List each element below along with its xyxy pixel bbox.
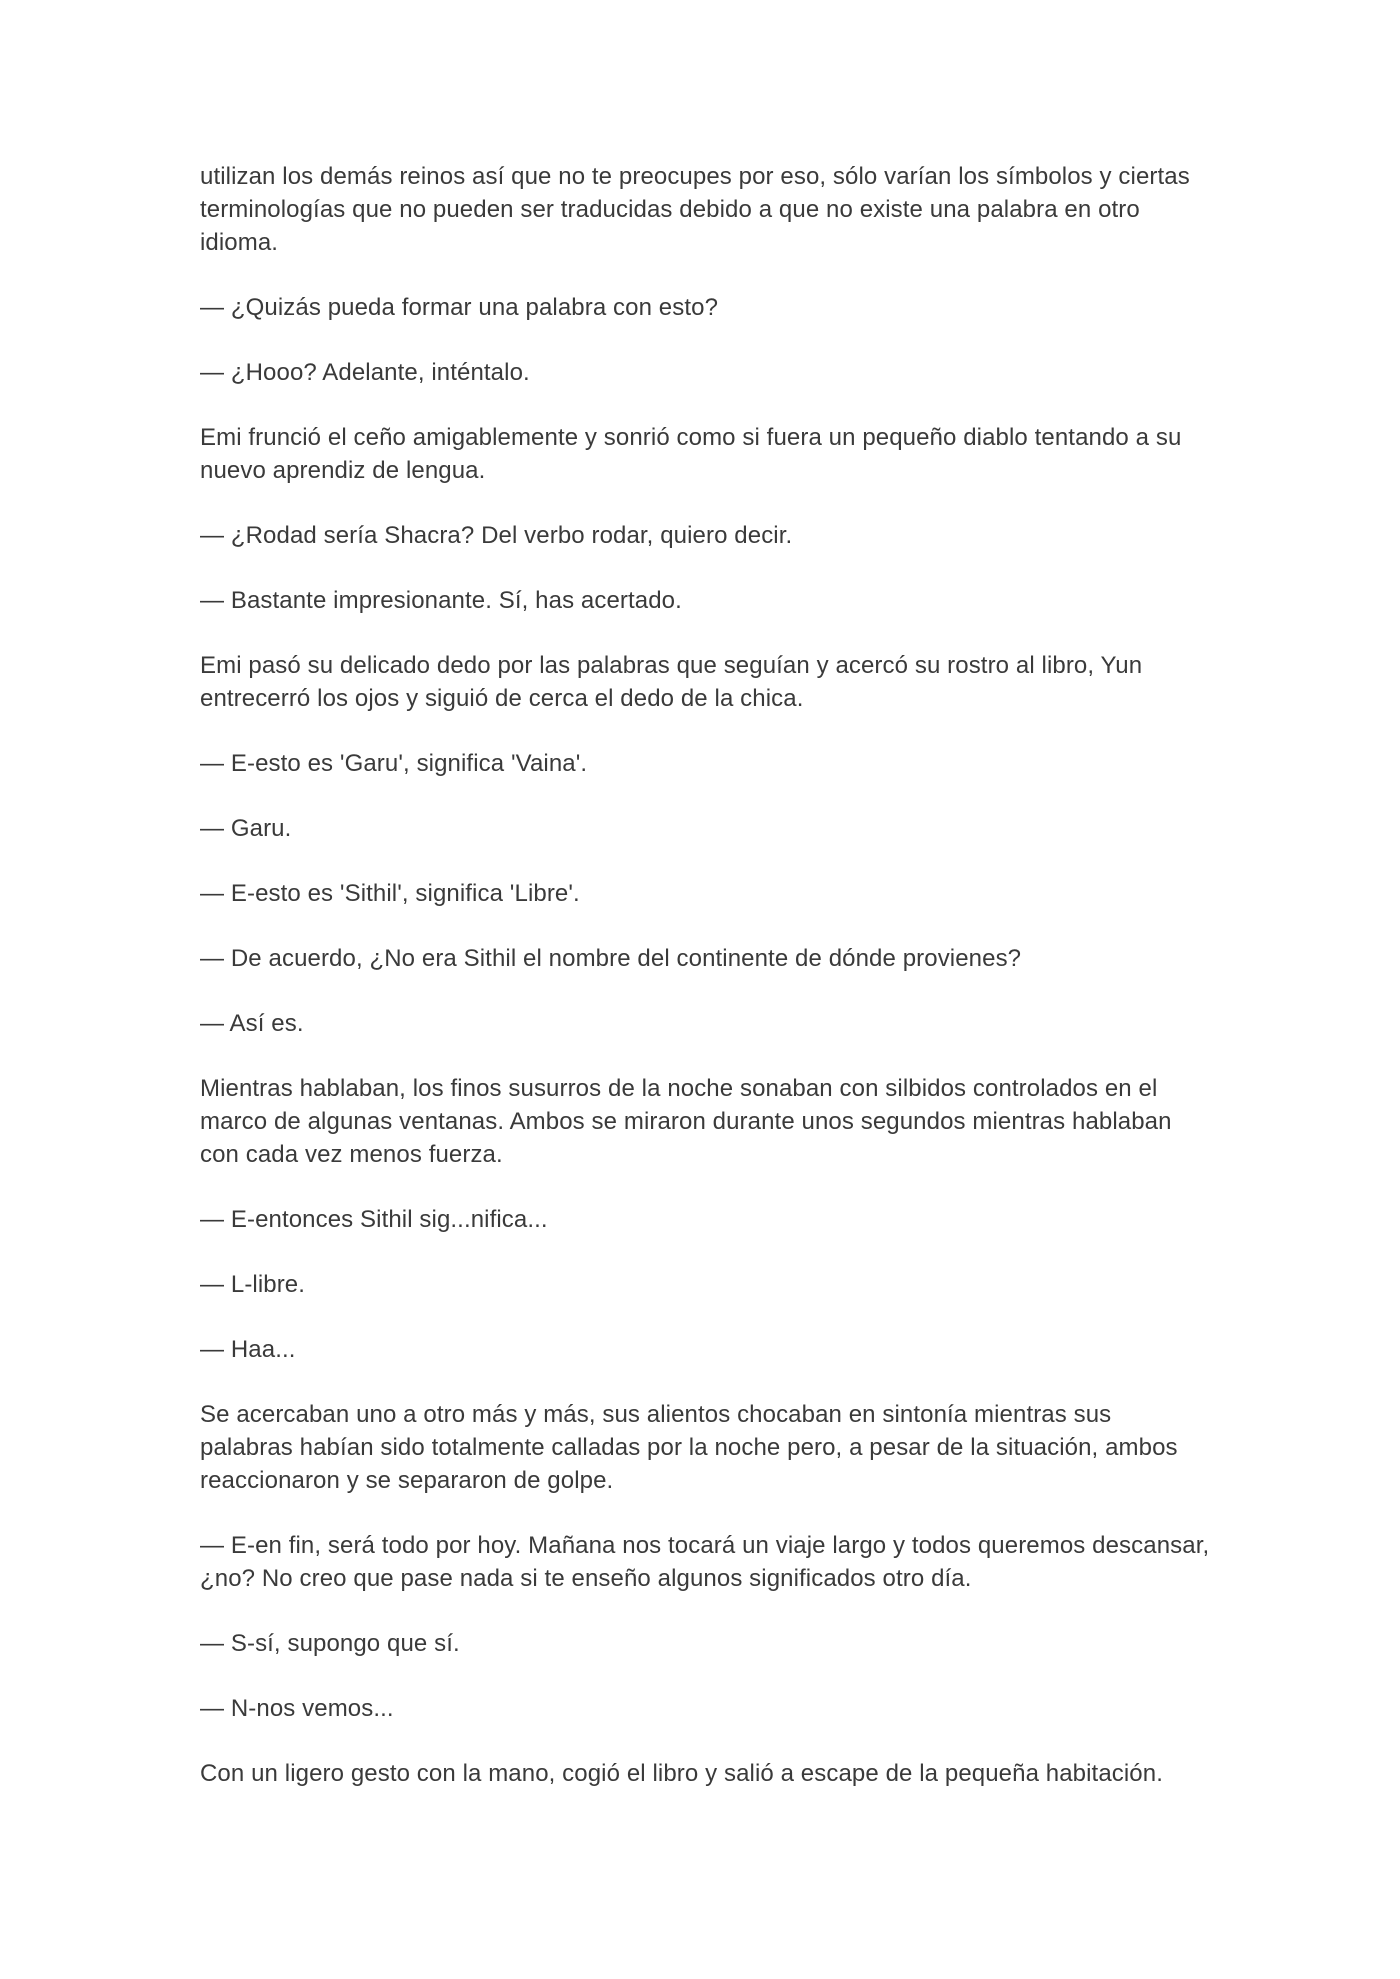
- paragraph: Se acercaban uno a otro más y más, sus alientos chocaban en sintonía mientras sus palabras habían sido totalmente calladas por la noche pero, a pesar de la situación, ambos reaccionaron y se separaron de golpe.: [200, 1401, 1178, 1494]
- dialogue-line: — E-en fin, será todo por hoy. Mañana nos tocará un viaje largo y todos queremos descansar, ¿no? No creo que pase nada si te enseño algunos significados otro día.: [200, 1532, 1210, 1592]
- dialogue-line: — ¿Rodad sería Shacra? Del verbo rodar, quiero decir.: [200, 522, 793, 549]
- paragraph: Con un ligero gesto con la mano, cogió el libro y salió a escape de la pequeña habitación.: [200, 1760, 1163, 1787]
- paragraph: Emi frunció el ceño amigablemente y sonrió como si fuera un pequeño diablo tentando a su nuevo aprendiz de lengua.: [200, 424, 1182, 484]
- dialogue-line: — De acuerdo, ¿No era Sithil el nombre del continente de dónde provienes?: [200, 945, 1022, 972]
- dialogue-line: — ¿Hooo? Adelante, inténtalo.: [200, 359, 530, 386]
- dialogue-line: — N-nos vemos...: [200, 1695, 394, 1722]
- dialogue-line: — Haa...: [200, 1336, 296, 1363]
- dialogue-line: — Garu.: [200, 815, 292, 842]
- paragraph: utilizan los demás reinos así que no te preocupes por eso, sólo varían los símbolos y ciertas terminologías que no pueden ser traducidas debido a que no existe una palabra en otro idioma.: [200, 163, 1190, 256]
- dialogue-line: — ¿Quizás pueda formar una palabra con esto?: [200, 294, 719, 321]
- dialogue-line: — E-esto es 'Sithil', significa 'Libre'.: [200, 880, 580, 907]
- dialogue-line: — Bastante impresionante. Sí, has acertado.: [200, 587, 682, 614]
- dialogue-line: — E-esto es 'Garu', significa 'Vaina'.: [200, 750, 588, 777]
- document-page: [200, 160, 1210, 1822]
- dialogue-line: — Así es.: [200, 1010, 304, 1037]
- paragraph: Emi pasó su delicado dedo por las palabras que seguían y acercó su rostro al libro, Yun entrecerró los ojos y siguió de cerca el dedo de la chica.: [200, 652, 1143, 712]
- dialogue-line: — S-sí, supongo que sí.: [200, 1630, 460, 1657]
- paragraph: Mientras hablaban, los finos susurros de la noche sonaban con silbidos controlados en el marco de algunas ventanas. Ambos se miraron durante unos segundos mientras hablaban con cada vez menos fuerza.: [200, 1075, 1172, 1168]
- dialogue-line: — E-entonces Sithil sig...nifica...: [200, 1206, 548, 1233]
- dialogue-line: — L-libre.: [200, 1271, 306, 1298]
